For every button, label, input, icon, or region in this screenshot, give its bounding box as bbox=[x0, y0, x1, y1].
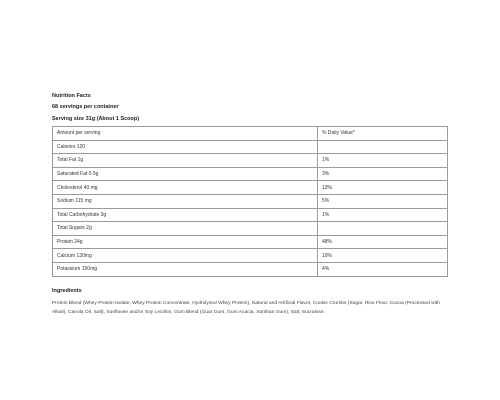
table-row bbox=[53, 249, 448, 263]
header-amount: Amount per serving bbox=[53, 127, 318, 141]
nutrient-daily-value: 10% bbox=[318, 249, 448, 263]
table-row bbox=[53, 222, 448, 236]
nutrient-name: Calcium 130mg bbox=[53, 249, 318, 263]
servings-per-container: 68 servings per container bbox=[52, 104, 119, 110]
nutrient-name: Calories 120 bbox=[53, 140, 318, 154]
nutrient-daily-value bbox=[318, 140, 448, 154]
nutrient-daily-value bbox=[318, 222, 448, 236]
table-header-row bbox=[53, 127, 448, 141]
serving-size: Serving size 31g (About 1 Scoop) bbox=[52, 116, 140, 122]
nutrient-name: Total Carbohydrate 3g bbox=[53, 208, 318, 222]
nutrient-name: Potassium 150mg bbox=[53, 262, 318, 276]
nutrient-daily-value: 1% bbox=[318, 154, 448, 168]
nutrient-name: Cholesterol 40 mg bbox=[53, 181, 318, 195]
header-daily-value: % Daily Value* bbox=[318, 127, 448, 141]
table-row bbox=[53, 262, 448, 276]
table-row bbox=[53, 194, 448, 208]
nutrient-daily-value: 13% bbox=[318, 181, 448, 195]
ingredients-title: Ingredients bbox=[52, 287, 82, 294]
table-row bbox=[53, 167, 448, 181]
table-row bbox=[53, 208, 448, 222]
nutrient-daily-value: 5% bbox=[318, 194, 448, 208]
nutrient-daily-value: 48% bbox=[318, 235, 448, 249]
nutrition-table bbox=[52, 126, 448, 277]
table-row bbox=[53, 140, 448, 154]
table-row bbox=[53, 235, 448, 249]
nutrition-title: Nutrition Facts bbox=[52, 93, 91, 99]
nutrient-daily-value: 4% bbox=[318, 262, 448, 276]
nutrient-daily-value: 1% bbox=[318, 208, 448, 222]
nutrient-name: Protein 24g bbox=[53, 235, 318, 249]
nutrient-name: Sodium 115 mg bbox=[53, 194, 318, 208]
nutrient-name: Total Fat 1g bbox=[53, 154, 318, 168]
table-row bbox=[53, 154, 448, 168]
table-row bbox=[53, 181, 448, 195]
nutrient-name: Total Sugars 2g bbox=[53, 222, 318, 236]
ingredients-text: Protein Blend (Whey Protein Isolate, Whey Protein Concentrate, Hydrolyzed Whey Protein), Natural and Artificial Flavor, Cookie Crumbs (Sugar, Rice Flour, Cocoa (Processed with Alkali), Canola Oil, Salt), Sunflower and/or Soy Lecithin, Gum Blend (Guar Gum, Gum Acacia, Xanthan Gum), Salt, Sucralose. bbox=[52, 300, 440, 316]
nutrition-document bbox=[52, 92, 448, 318]
nutrient-daily-value: 3% bbox=[318, 167, 448, 181]
nutrient-name: Saturated Fat 0.5g bbox=[53, 167, 318, 181]
